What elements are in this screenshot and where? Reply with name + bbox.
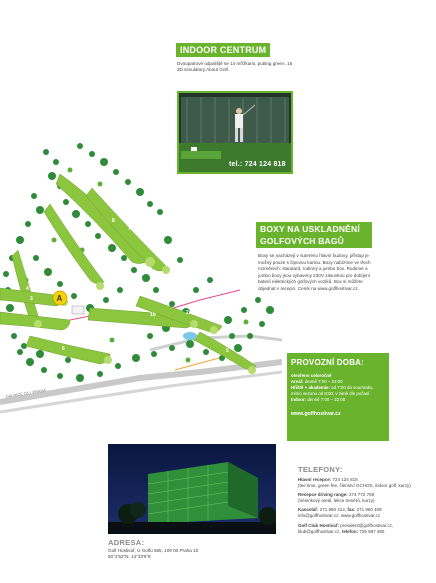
opening-hours-indoor: [291, 397, 385, 403]
building-night-photo: [108, 444, 276, 534]
indoor-centrum-heading: INDOOR CENTRUM: [176, 43, 270, 57]
office-email[interactable]: info@golfhostivar.cz, www.golfhostivar.cz: [298, 513, 381, 519]
svg-text:7: 7: [128, 226, 131, 232]
opening-hours-hriste: [291, 385, 385, 397]
club-email[interactable]: president@golfhostivar.cz,: [340, 522, 394, 528]
phone-driving-note: (tréninkový areál, lekce trenérů, kurzy): [298, 498, 375, 504]
opening-hours-box: [287, 353, 389, 441]
golf-course-map: [0, 140, 282, 440]
boxy-heading: [256, 222, 372, 248]
hriste-label: Hřiště + akademie:: [291, 385, 330, 390]
indoor-centrum-text: Dvoupatrové odpaliště se 14 mřížkami, putting green, 15 3D simulátory About Golf.: [177, 61, 293, 73]
phone-main-label: Hlavní recepce:: [298, 477, 332, 482]
clubhouse: [72, 306, 84, 314]
water: [183, 332, 197, 340]
phone-driving-value[interactable]: 274 772 769: [349, 492, 375, 498]
boxy-heading-line1: BOXY NA USKLADNĚNÍ: [260, 224, 360, 234]
opening-hours-title: PROVOZNÍ DOBA:: [291, 358, 365, 367]
phone-main-value[interactable]: 724 124 818: [332, 477, 358, 482]
indoor-centrum-phone: tel.: 724 124 818: [229, 161, 286, 168]
svg-text:3: 3: [30, 296, 33, 302]
svg-text:6: 6: [62, 346, 65, 352]
phones-title: TELEFONY:: [298, 465, 343, 474]
phone-driving-label: Recepce driving range:: [298, 492, 348, 498]
club-label: Golf Club Hostivař:: [298, 522, 340, 528]
fax-value: 271 960 409: [356, 507, 382, 513]
club-email2[interactable]: klub@golfhostivar.cz,: [298, 528, 341, 534]
boxy-heading-line2: GOLFOVÝCH BAGŮ: [260, 236, 345, 246]
road-label: DALNICE D5 / PRAHA: [5, 387, 47, 399]
club-tel-value[interactable]: 725 587 480: [359, 528, 385, 534]
address-gps: 50°2'52"N, 14°33'5"E: [108, 554, 152, 560]
svg-text:4: 4: [26, 286, 29, 292]
svg-text:5: 5: [226, 348, 229, 354]
club-contact-line2: [298, 529, 428, 535]
address-title: ADRESA:: [108, 538, 145, 547]
opening-hours-subtitle: otevřeno celoročně: [291, 373, 332, 378]
phones-block: [298, 477, 428, 535]
indoor-label: Indoor:: [291, 397, 307, 402]
fairways: [0, 174, 256, 370]
svg-text:9: 9: [76, 234, 79, 240]
boxy-text: Boxy se nacházejí v suterénu hlavní budovy, přístup je možný pouze s čipovou kartou. Boxy nabízíme ve třech rozměrech: standard, rodinný a jumbo box. Rodinné a jumbo boxy jsou vybaveny 230V zásuvkou pro dobíjení baterií elektrických golfových vozíků. Box si můžete objednat v recepci. Ceník na www.golfhostivar.cz.: [258, 253, 371, 291]
office-label: Kancelář:: [298, 507, 319, 513]
office-value[interactable]: 271 960 413,: [319, 507, 347, 513]
website-link[interactable]: www.golfhostivar.cz: [291, 411, 341, 417]
areal-value: denně 7:00 – 22:00: [304, 379, 343, 384]
club-tel-label: telefon:: [341, 528, 359, 534]
svg-text:2a: 2a: [186, 310, 192, 316]
location-a-label: A: [56, 294, 63, 303]
hriste-value: od 7:00 do soumraku, mimo sezonu od 8:00, v zimě dle počasí: [291, 385, 374, 396]
areal-label: Areál:: [291, 379, 304, 384]
phone-main-note: (tee time, green fee, členství GCHOS, indoor golf, kurzy): [298, 483, 411, 489]
svg-text:1b: 1b: [150, 312, 156, 318]
indoor-value: denně 7:00 – 22:00: [307, 397, 346, 402]
address-text: [108, 548, 278, 561]
fax-label: fax:: [347, 507, 356, 513]
svg-text:8: 8: [112, 218, 115, 224]
address-line1: Golf Hostivař, U Golfu 565, 109 00 Praha 10: [108, 548, 199, 553]
